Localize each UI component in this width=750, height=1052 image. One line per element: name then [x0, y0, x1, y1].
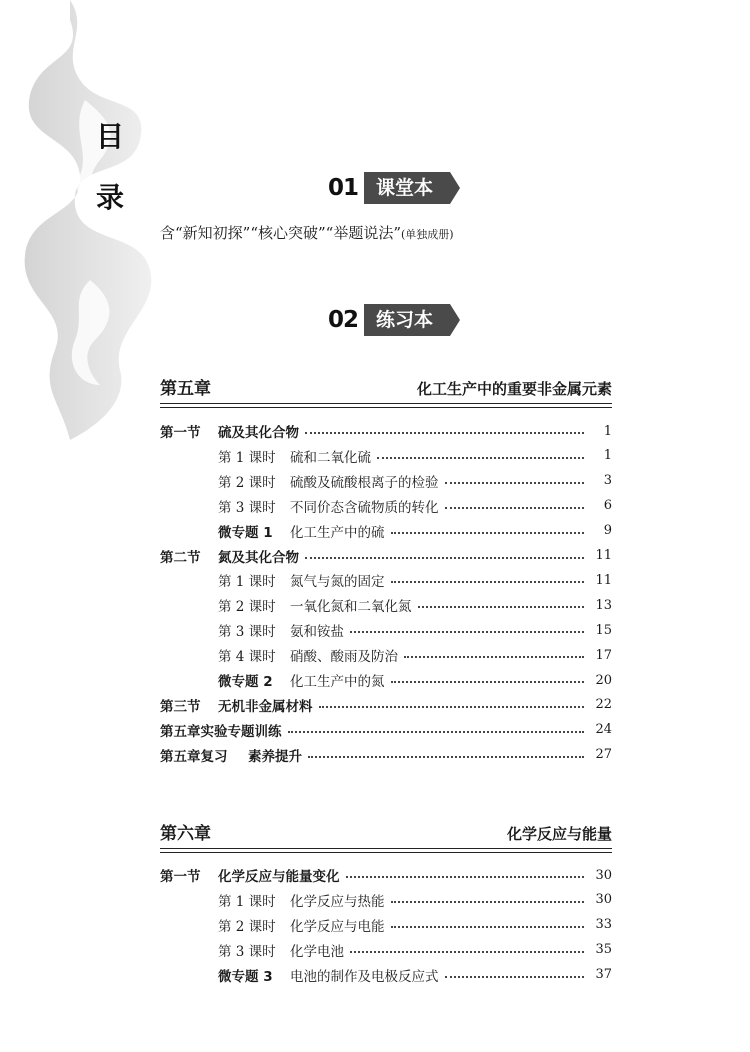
toc-entry-label: 第 1 课时 — [218, 449, 276, 466]
toc-entry-page: 11 — [595, 572, 612, 588]
chapter-title: 化学反应与能量 — [506, 825, 612, 843]
toc-entry-title: 电池的制作及电极反应式 — [290, 968, 439, 985]
toc-entry-label: 第 3 课时 — [218, 943, 276, 960]
dot-leader — [308, 756, 584, 758]
toc-entry-label: 第 3 课时 — [218, 499, 276, 516]
toc-entry[interactable] — [160, 914, 612, 936]
toc-entry-page: 1 — [603, 448, 612, 464]
part1-banner — [328, 173, 450, 203]
toc-entry-page: 1 — [603, 423, 612, 439]
toc-entry[interactable] — [160, 644, 612, 666]
toc-entry[interactable] — [160, 520, 612, 542]
toc-entry-page: 22 — [595, 697, 612, 713]
toc-entry[interactable] — [160, 864, 612, 886]
toc-entry-page: 11 — [595, 548, 612, 563]
chapter-title: 化工生产中的重要非金属元素 — [416, 380, 612, 398]
dot-leader — [418, 606, 585, 608]
toc-entry-title: 一氧化氮和二氧化氮 — [290, 599, 412, 616]
dot-leader — [350, 951, 584, 953]
toc-entry-page: 6 — [603, 498, 612, 514]
toc-entry[interactable] — [160, 545, 612, 567]
toc-entry-label: 微专题 1 — [218, 524, 273, 541]
toc-entry[interactable] — [160, 495, 612, 517]
toc-entry-page: 30 — [595, 867, 612, 883]
chapter-number: 第五章 — [160, 379, 211, 399]
dot-leader — [288, 731, 585, 733]
dot-leader — [391, 581, 585, 583]
toc-entry[interactable] — [160, 569, 612, 591]
toc-heading-char-1: 目 — [96, 120, 125, 153]
toc-entry-label: 第二节 — [160, 549, 201, 566]
toc-entry-page: 33 — [595, 917, 612, 933]
chapter-heading — [160, 822, 612, 849]
toc-entry-label: 第 2 课时 — [218, 474, 276, 491]
dot-leader — [305, 557, 584, 559]
dot-leader — [445, 976, 585, 978]
toc-entry-title: 化学反应与电能 — [290, 918, 385, 935]
toc-entry-label: 第 2 课时 — [218, 918, 276, 935]
part1-label: 课堂本 — [364, 172, 450, 204]
part2-banner — [328, 305, 450, 335]
dot-leader — [391, 532, 585, 534]
toc-entry-title: 化学电池 — [290, 943, 344, 960]
toc-entry-page: 17 — [595, 647, 612, 663]
toc-entry[interactable] — [160, 939, 612, 961]
toc-entry[interactable] — [160, 445, 612, 467]
dot-leader — [445, 482, 585, 484]
toc-entry-title: 氮气与氮的固定 — [290, 574, 385, 591]
toc-entry[interactable] — [160, 619, 612, 641]
toc-entry-label: 第 2 课时 — [218, 599, 276, 616]
toc-entry-title: 不同价态含硫物质的转化 — [290, 499, 439, 516]
dot-leader — [391, 901, 585, 903]
dot-leader — [404, 656, 584, 658]
toc-entry-page: 15 — [595, 622, 612, 638]
chapter-heading — [160, 377, 612, 404]
toc-entry-label: 第 4 课时 — [218, 649, 276, 666]
dot-leader — [391, 926, 585, 928]
toc-entry-title: 化学反应与热能 — [290, 893, 385, 910]
part2-label: 练习本 — [364, 304, 450, 336]
part2-number: 02 — [328, 307, 359, 333]
toc-entry-label: 第一节 — [160, 425, 201, 441]
toc-entry[interactable] — [160, 744, 612, 766]
toc-entry-page: 30 — [595, 892, 612, 908]
toc-entry-title: 化学反应与能量变化 — [218, 869, 340, 885]
toc-entry-page: 3 — [603, 473, 612, 489]
dot-leader — [445, 507, 585, 509]
toc-entry[interactable] — [160, 594, 612, 616]
part1-description — [160, 222, 454, 243]
toc-heading-char-2: 录 — [96, 181, 125, 214]
dot-leader — [346, 876, 585, 878]
toc-entry-label: 微专题 2 — [218, 674, 273, 690]
toc-entry-label: 第三节 — [160, 698, 201, 715]
toc-entry-label: 第五章复习 — [160, 748, 228, 765]
dot-leader — [319, 706, 585, 708]
toc-entry-page: 20 — [595, 672, 612, 688]
chapter-number: 第六章 — [160, 824, 211, 844]
dot-leader — [305, 432, 584, 434]
toc-entry-title: 硫酸及硫酸根离子的检验 — [290, 474, 439, 491]
toc-entry-title: 无机非金属材料 — [218, 698, 313, 715]
toc-entry-label: 第 1 课时 — [218, 574, 276, 591]
toc-entry-page: 24 — [595, 722, 612, 738]
toc-entry[interactable] — [160, 964, 612, 986]
toc-entry-title: 化工生产中的硫 — [290, 524, 385, 541]
toc-entry[interactable] — [160, 470, 612, 492]
toc-entry[interactable] — [160, 694, 612, 716]
toc-entry-page: 9 — [603, 523, 612, 539]
toc-entry-title: 氮及其化合物 — [218, 549, 299, 566]
toc-entry-label: 第一节 — [160, 869, 201, 885]
part1-number: 01 — [328, 175, 359, 201]
toc-entry-title: 氨和铵盐 — [290, 624, 344, 641]
toc-entry[interactable] — [160, 669, 612, 691]
toc-entry-page: 35 — [595, 942, 612, 958]
dot-leader — [391, 681, 585, 683]
toc-entry-label: 第 1 课时 — [218, 893, 276, 910]
dot-leader — [377, 457, 584, 459]
toc-entry[interactable] — [160, 719, 612, 741]
toc-entry-page: 13 — [595, 597, 612, 613]
toc-entry-title: 素养提升 — [248, 748, 302, 765]
toc-entry-title: 硫和二氧化硫 — [290, 449, 371, 466]
toc-entry-title: 化工生产中的氮 — [290, 674, 385, 690]
dot-leader — [350, 631, 584, 633]
toc-entry-title: 硫及其化合物 — [218, 425, 299, 441]
part1-desc-text: 含“新知初探”“核心突破”“举题说法” — [160, 224, 402, 242]
toc-entry-page: 37 — [595, 967, 612, 983]
toc-entry-label: 第 3 课时 — [218, 624, 276, 641]
part1-desc-note: (单独成册) — [401, 228, 454, 241]
toc-entry[interactable] — [160, 889, 612, 911]
toc-entry-title: 硝酸、酸雨及防治 — [290, 649, 398, 666]
toc-entry-page: 27 — [595, 747, 612, 763]
toc-entry-title: 第五章实验专题训练 — [160, 723, 282, 740]
toc-entry[interactable] — [160, 420, 612, 442]
toc-entry-label: 微专题 3 — [218, 968, 273, 985]
flame-decoration — [0, 0, 175, 440]
